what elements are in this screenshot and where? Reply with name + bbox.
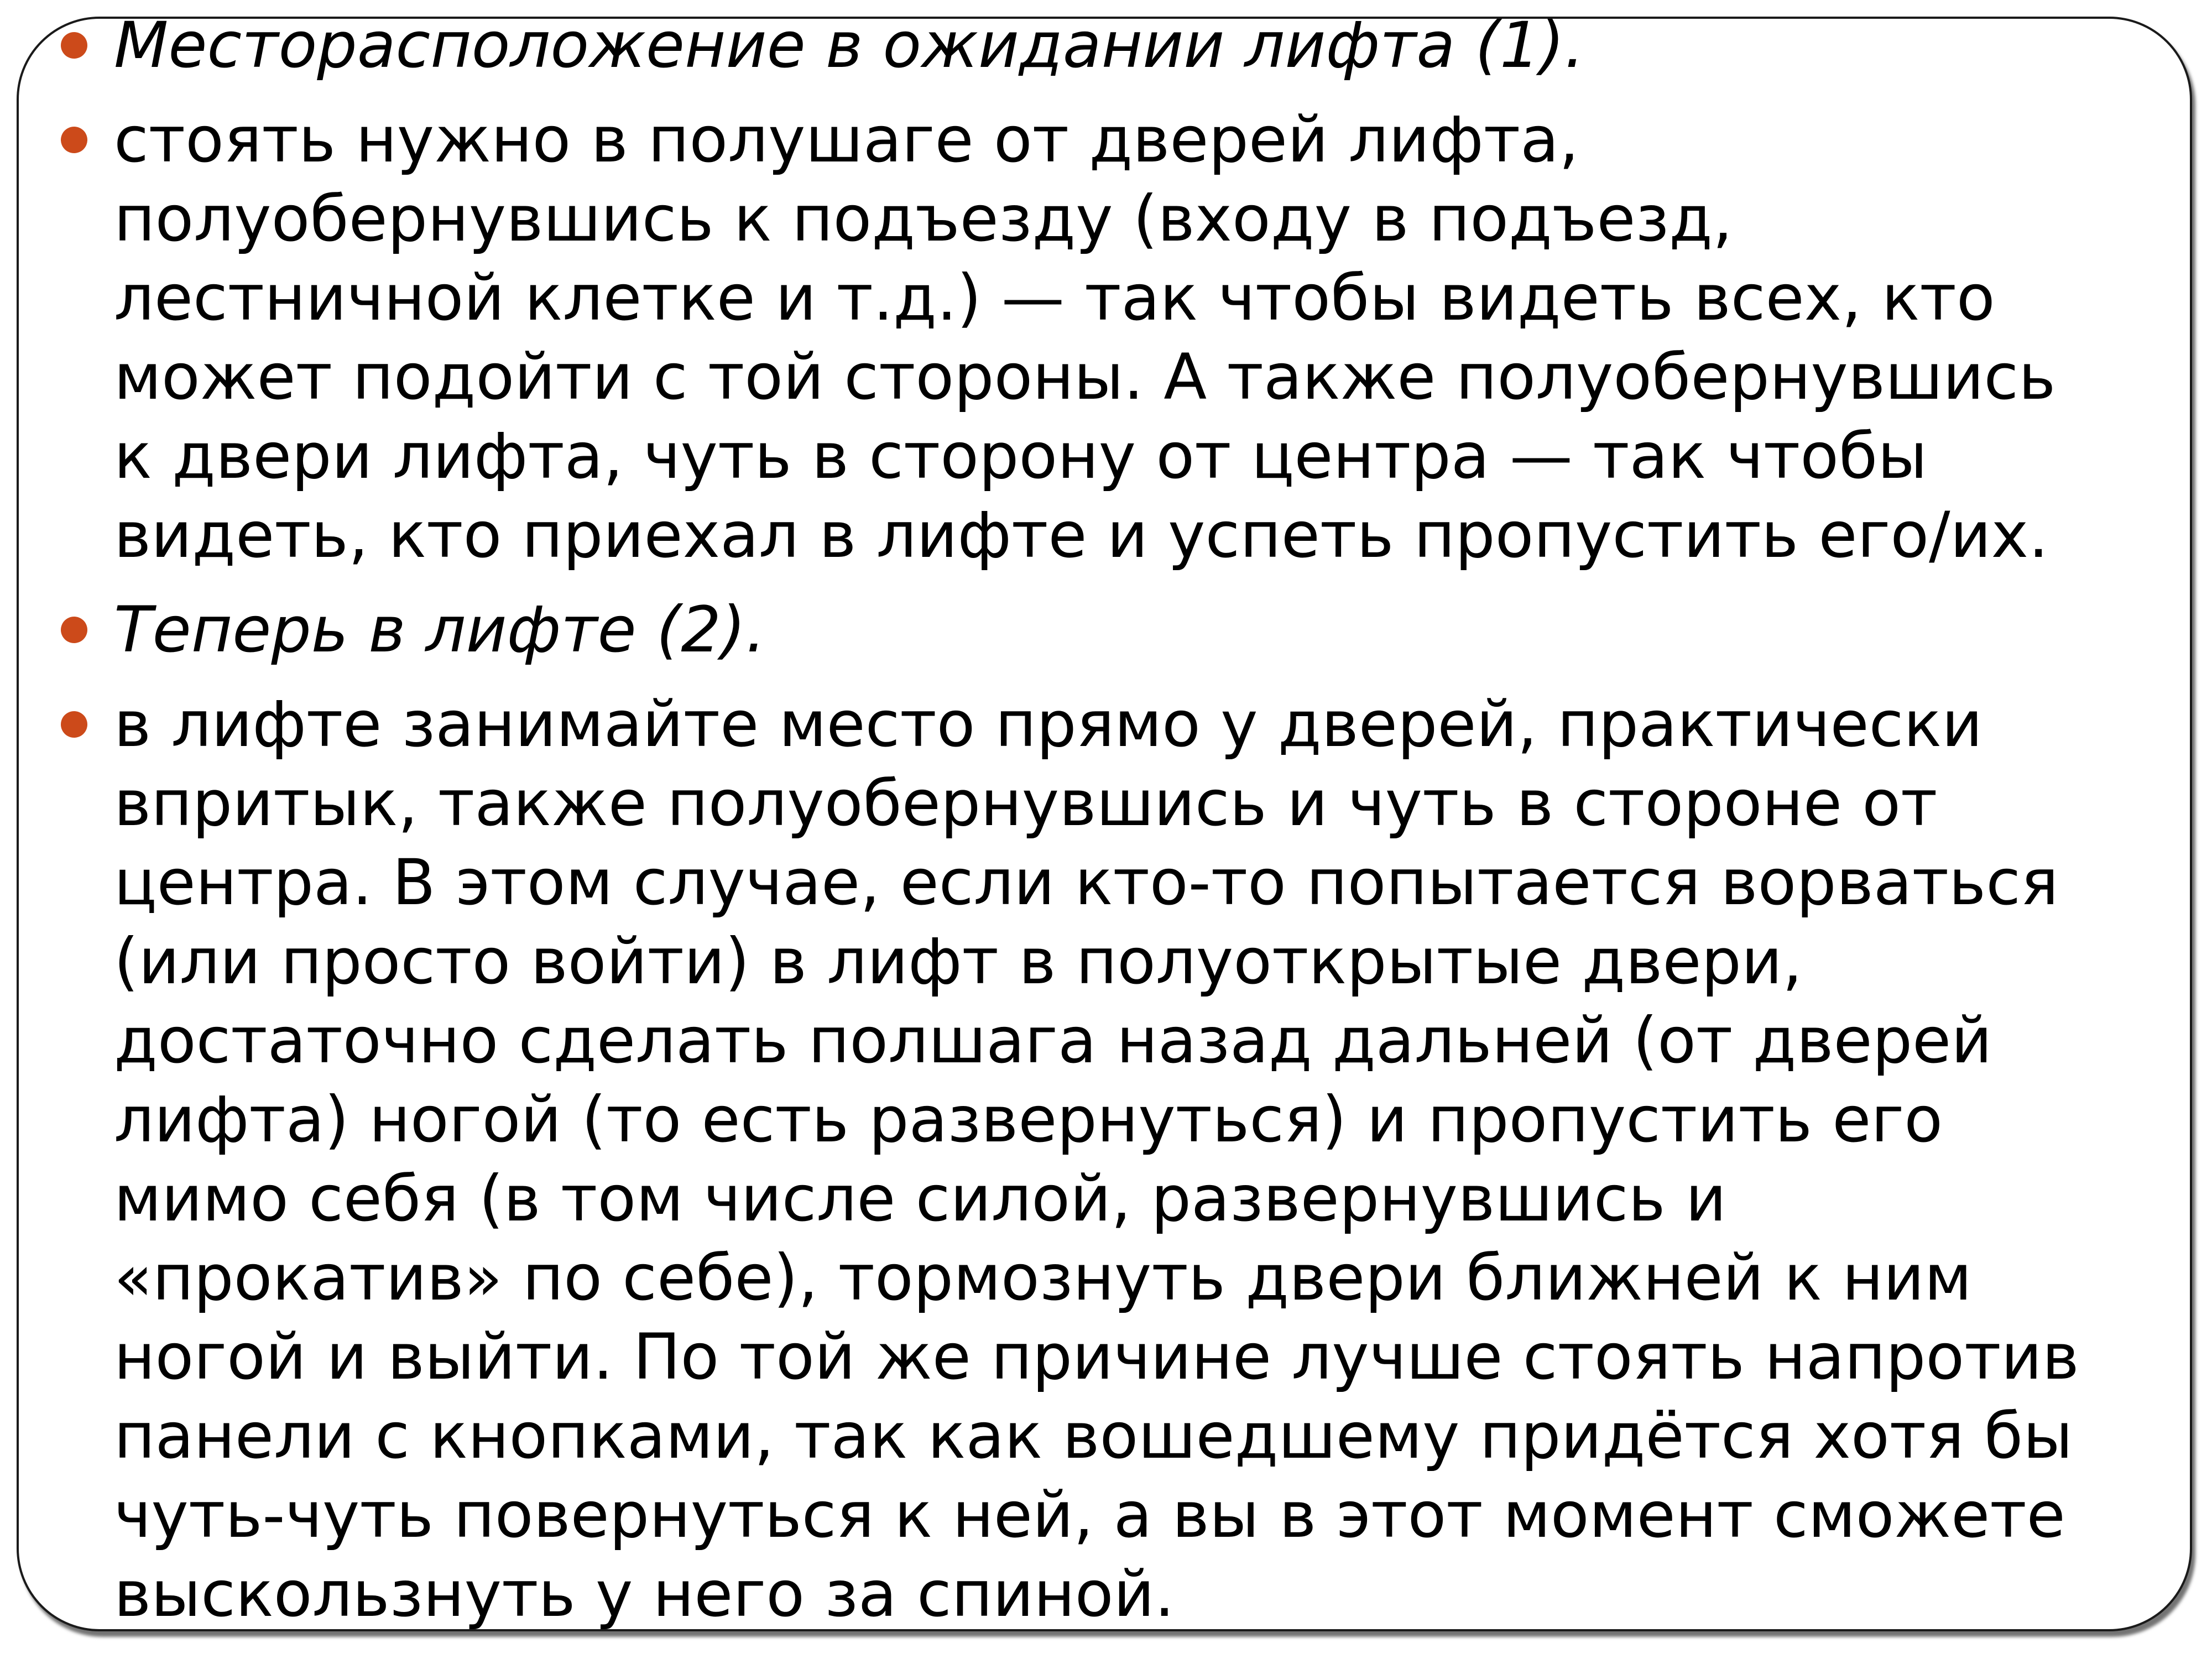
bullet-item-in-elevator-instructions <box>61 685 2184 1634</box>
bullet-dot-icon <box>61 617 87 643</box>
bullet-text: стоять нужно в полушаге от дверей лифта, полуобернувшись к подъезду (входу в подъезд, лестничной клетке и т.д.) — так чтобы видеть всех, кто может подойти с той стороны. А также полуобернувшись к двери лифта, чуть в сторону от центра — так чтобы видеть, кто приехал в лифте и успеть пропустить его/их. <box>114 103 2056 572</box>
bullet-list <box>61 6 2184 1649</box>
bullet-dot-icon <box>61 711 87 738</box>
bullet-item-waiting-heading <box>61 6 2184 85</box>
bullet-item-waiting-instructions <box>61 100 2184 575</box>
bullet-text: Месторасположение в ожидании лифта (1). <box>114 8 1585 82</box>
bullet-text: Теперь в лифте (2). <box>114 593 766 666</box>
bullet-dot-icon <box>61 32 87 59</box>
bullet-item-in-elevator-heading <box>61 590 2184 669</box>
bullet-text: в лифте занимайте место прямо у дверей, практически впритык, также полуобернувшись и чуть в стороне от центра. В этом случае, если кто-то попытается ворваться (или просто войти) в лифт в полуоткрытые двери, достаточно сделать полшага назад дальней (от дверей лифта) ногой (то есть развернуться) и пропустить его мимо себя (в том числе силой, развернувшись и «прокатив» по себе), тормознуть двери ближней к ним ногой и выйти. По той же причине лучше стоять напротив панели с кнопками, так как вошедшему придётся хотя бы чуть-чуть повернуться к ней, а вы в этот момент сможете выскользнуть у него за спиной. <box>114 687 2079 1631</box>
bullet-dot-icon <box>61 127 87 153</box>
